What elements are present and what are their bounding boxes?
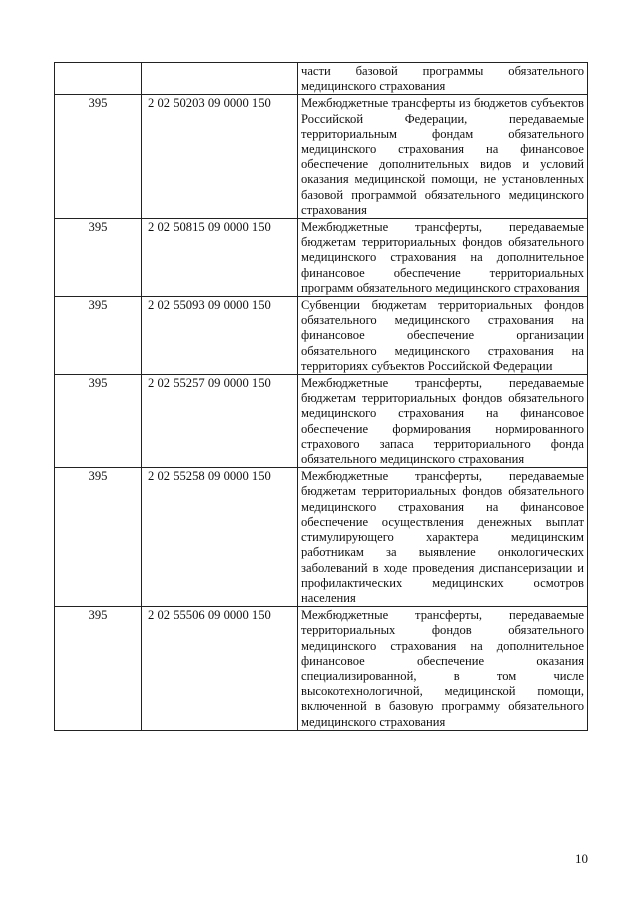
admin-code-cell: 395 <box>55 607 142 731</box>
table-row <box>55 219 588 297</box>
budget-code-cell: 2 02 50203 09 0000 150 <box>142 95 298 219</box>
table-row <box>55 607 588 731</box>
table-row <box>55 468 588 607</box>
table-row <box>55 375 588 468</box>
page-number: 10 <box>575 851 588 866</box>
budget-code-cell: 2 02 55258 09 0000 150 <box>142 468 298 607</box>
description-cell: Межбюджетные трансферты, передаваемые бюджетам территориальных фондов обязательного медицинского страхования на финансовое обеспечение формирования нормированного страхового запаса территориального фонда обязательного медицинского страхования <box>298 375 588 468</box>
budget-code-cell <box>142 63 298 95</box>
revenue-codes-table <box>54 62 588 731</box>
description-cell: части базовой программы обязательного медицинского страхования <box>298 63 588 95</box>
budget-code-cell: 2 02 55093 09 0000 150 <box>142 297 298 375</box>
admin-code-cell: 395 <box>55 375 142 468</box>
description-cell: Межбюджетные трансферты, передаваемые бюджетам территориальных фондов обязательного медицинского страхования на дополнительное финансовое обеспечение территориальных программ обязательного медицинского страхования <box>298 219 588 297</box>
description-cell: Межбюджетные трансферты из бюджетов субъектов Российской Федерации, передаваемые территориальным фондам обязательного медицинского страхования на финансовое обеспечение дополнительных видов и условий оказания медицинской помощи, не установленных базовой программой обязательного медицинского страхования <box>298 95 588 219</box>
table-row <box>55 297 588 375</box>
budget-code-cell: 2 02 55506 09 0000 150 <box>142 607 298 731</box>
admin-code-cell <box>55 63 142 95</box>
admin-code-cell: 395 <box>55 297 142 375</box>
description-cell: Межбюджетные трансферты, передаваемые бюджетам территориальных фондов обязательного медицинского страхования на финансовое обеспечение осуществления денежных выплат стимулирующего характера медицинским работникам за выявление онкологических заболеваний в ходе проведения диспансеризации и профилактических медицинских осмотров населения <box>298 468 588 607</box>
budget-code-cell: 2 02 55257 09 0000 150 <box>142 375 298 468</box>
admin-code-cell: 395 <box>55 219 142 297</box>
budget-code-cell: 2 02 50815 09 0000 150 <box>142 219 298 297</box>
table-row <box>55 63 588 95</box>
description-cell: Субвенции бюджетам территориальных фондов обязательного медицинского страхования на финансовое обеспечение организации обязательного медицинского страхования на территориях субъектов Российской Федерации <box>298 297 588 375</box>
description-cell: Межбюджетные трансферты, передаваемые территориальных фондов обязательного медицинского страхования на дополнительное финансовое обеспечение оказания специализированной, в том числе высокотехнологичной, медицинской помощи, включенной в базовую программу обязательного медицинского страхования <box>298 607 588 731</box>
admin-code-cell: 395 <box>55 468 142 607</box>
admin-code-cell: 395 <box>55 95 142 219</box>
table-row <box>55 95 588 219</box>
